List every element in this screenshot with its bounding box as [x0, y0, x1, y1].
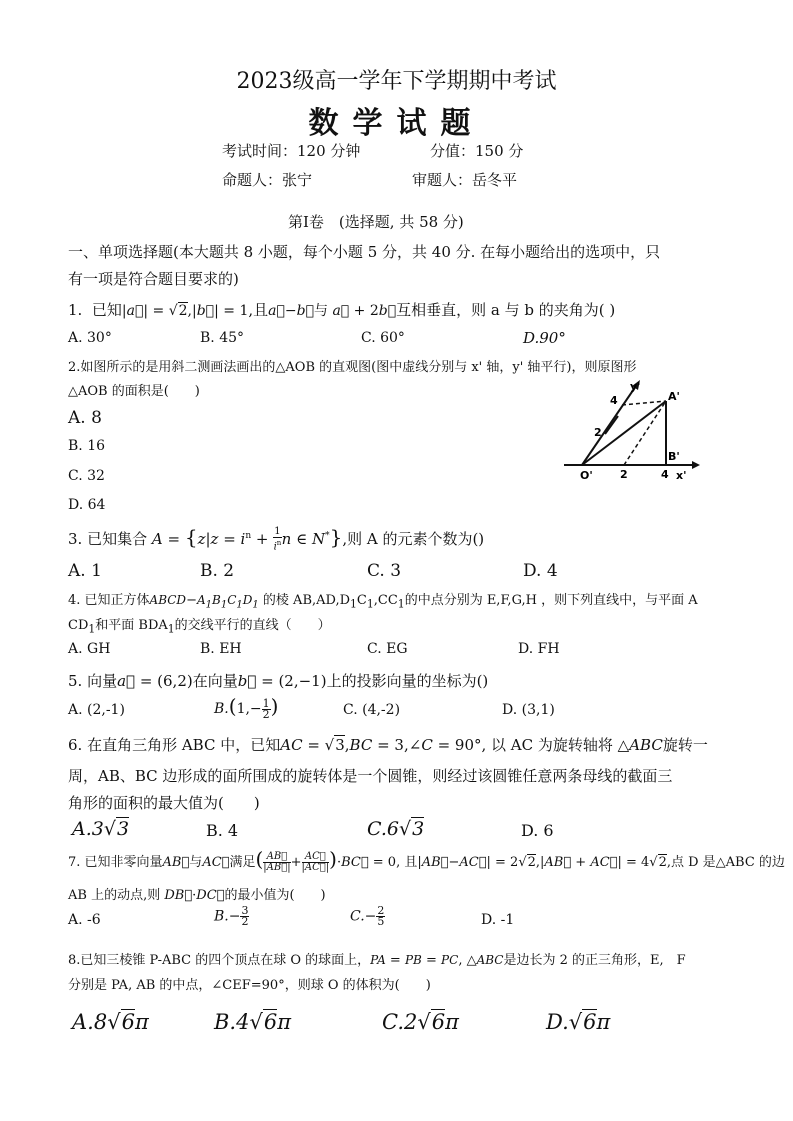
- section-heading: 第Ⅰ卷 (选择题, 共 58 分): [288, 213, 464, 231]
- q4-text-line1: 4. 已知正方体$ABCD-A_1B_1C_1D_1$ 的棱 $AB,AD,D_1C_1,CC_1$的中点分别为 E,F,G,H ，则下列直线中，与平面 A: [68, 593, 698, 611]
- q7-option-c: C.− $\frac{2}{5}$: [350, 904, 385, 928]
- q3-option-a: A. 1: [68, 561, 102, 581]
- q4-text-line2: $CD_1$和平面 $BDA_1$的交线平行的直线（ ）: [68, 618, 331, 636]
- q2-text-line1: 2.如图所示的是用斜二测画法画出的△AOB 的直观图(图中虚线分别与 x' 轴，y' 轴平行)，则原图形: [68, 360, 637, 375]
- q2-option-b: B. 16: [68, 438, 106, 454]
- q1-option-b: B. 45°: [200, 330, 245, 346]
- q7-text-line2: AB 上的动点,则 DB⃗·DC⃗的最小值为( ): [68, 888, 326, 903]
- question-3: 3. 已知集合 $A = \{z|z = i^n$ + $\frac{1}{i^n}$ n ∈ N*},则 A 的元素个数为(): [68, 525, 485, 553]
- q2-oblique-figure: [560, 378, 700, 482]
- q6-text-line1: 6. 在直角三角形 ABC 中，已知AC = √3,BC = 3,∠C = 90°, 以 AC 为旋转轴将 △ABC旋转一: [68, 736, 708, 754]
- q6-option-b: B. 4: [206, 821, 239, 840]
- q8-text-line2: 分别是 PA, AB 的中点，∠CEF=90°，则球 O 的体积为( ): [68, 978, 431, 993]
- q5-option-a: A. (2,-1): [68, 702, 125, 718]
- part1-instructions-line1: 一、单项选择题(本大题共 8 小题，每个小题 5 分，共 40 分. 在每小题给出的选项中，只: [68, 243, 661, 261]
- fig-label-2y: 2: [594, 426, 602, 439]
- q5-option-d: D. (3,1): [502, 702, 555, 718]
- exam-reviewer: 审题人：岳冬平: [412, 171, 518, 189]
- fig-label-4x: 4: [661, 468, 669, 481]
- exam-author: 命题人：张宁: [222, 171, 313, 189]
- subject-title: 数学试题: [308, 106, 485, 141]
- q5-option-c: C. (4,-2): [343, 702, 401, 718]
- fig-label-4y: 4: [610, 394, 618, 407]
- fig-label-o: O': [580, 469, 593, 482]
- q7-option-b: B.− $\frac{3}{2}$: [214, 904, 249, 928]
- q4-option-a: A. GH: [68, 641, 111, 657]
- fig-label-y: y': [630, 380, 641, 393]
- exam-time: 考试时间：120 分钟: [222, 142, 361, 160]
- q4-option-c: C. EG: [367, 641, 408, 657]
- q1-option-c: C. 60°: [361, 330, 405, 346]
- q8-option-a: A.8√6π: [72, 1010, 149, 1034]
- q7-option-a: A. -6: [68, 912, 101, 928]
- q1-option-a: A. 30°: [68, 330, 112, 346]
- part1-instructions-line2: 有一项是符合题目要求的): [68, 270, 239, 288]
- q6-text-line2: 周，AB、BC 边形成的面所围成的旋转体是一个圆锥，则经过该圆锥任意两条母线的截面三: [68, 767, 673, 785]
- q2-option-c: C. 32: [68, 468, 105, 484]
- q3-option-c: C. 3: [367, 561, 402, 581]
- q8-text-line1: 8.已知三棱锥 P-ABC 的四个顶点在球 O 的球面上，PA = PB = PC, △ABC是边长为 2 的正三角形，E, F: [68, 953, 686, 968]
- q2-option-a: A. 8: [68, 408, 102, 428]
- q6-option-a: A.3√3: [72, 818, 130, 840]
- fig-label-a: A': [668, 390, 680, 403]
- q3-option-b: B. 2: [200, 561, 235, 581]
- q4-option-b: B. EH: [200, 641, 242, 657]
- q3-option-d: D. 4: [523, 561, 558, 581]
- q6-text-line3: 角形的面积的最大值为( ): [68, 794, 260, 812]
- q2-option-d: D. 64: [68, 497, 106, 513]
- fig-label-x: x': [676, 469, 687, 482]
- q6-option-c: C.6√3: [367, 818, 425, 840]
- q4-option-d: D. FH: [518, 641, 560, 657]
- exam-score: 分值：150 分: [430, 142, 524, 160]
- question-1: 1. 已知|a⃗| = √2,|b⃗| = 1,且a⃗−b⃗与 a⃗ + 2b⃗互相垂直，则 a 与 b 的夹角为( ): [68, 301, 616, 319]
- question-5: 5. 向量a⃗ = (6,2)在向量b⃗ = (2,−1)上的投影向量的坐标为(): [68, 672, 489, 690]
- q8-option-c: C.2√6π: [382, 1010, 459, 1034]
- q7-option-d: D. -1: [481, 912, 515, 928]
- q6-option-d: D. 6: [521, 821, 554, 840]
- q5-option-b: B.(1,− $\frac{1}{2}$ ): [214, 694, 279, 721]
- q8-option-b: B.4√6π: [214, 1010, 292, 1034]
- q8-option-d: D.√6π: [546, 1010, 611, 1034]
- fig-label-b: B': [668, 450, 680, 463]
- exam-title: 2023级高一学年下学期期中考试: [236, 69, 557, 94]
- fig-label-2x: 2: [620, 468, 628, 481]
- q7-text-line1: 7. 已知非零向量AB⃗与AC⃗满足( $\frac{AB⃗}{|AB⃗|}$ + $\frac{AC⃗}{|AC⃗|}$ )·BC⃗ = 0, 且|AB⃗−AC⃗| = 2√2,|AB⃗ + AC⃗| = 4√2,点 D 是△ABC 的边: [68, 847, 785, 873]
- q1-option-d: D.90°: [523, 329, 566, 347]
- q2-text-line2: △AOB 的面积是( ): [68, 384, 200, 399]
